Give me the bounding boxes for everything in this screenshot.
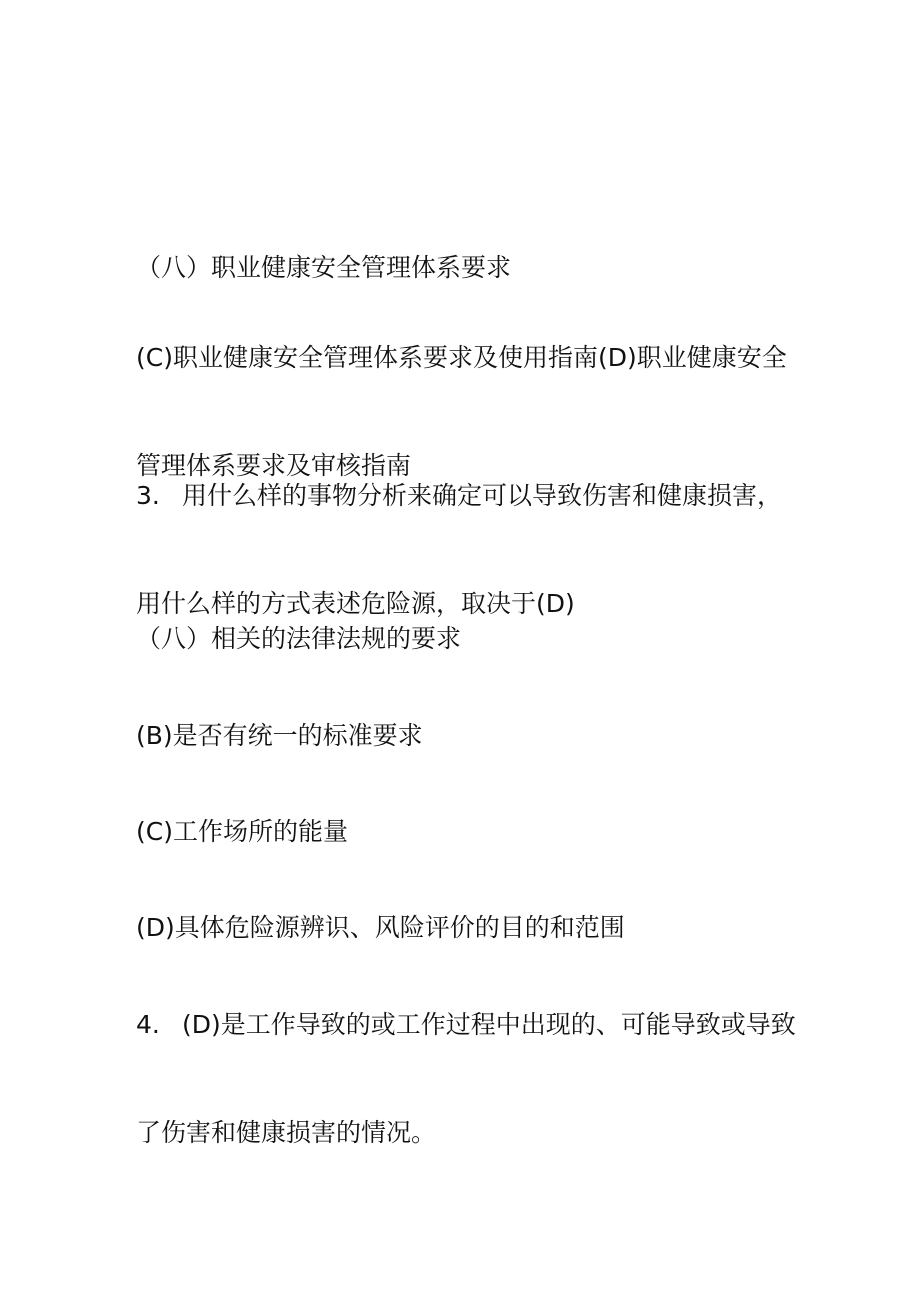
q3-option-d-line: (D)具体危险源辨识、风险评价的目的和范围 xyxy=(136,913,625,942)
options-c-d-line-2: 管理体系要求及审核指南 xyxy=(136,451,412,480)
option-a-line: （八）职业健康安全管理体系要求 xyxy=(136,253,512,282)
q3-option-b-line: (B)是否有统一的标准要求 xyxy=(136,721,423,750)
q3-option-a-line: （八）相关的法律法规的要求 xyxy=(136,624,462,653)
question-3-number: 3. xyxy=(136,481,160,510)
q3-option-c-line: (C)工作场所的能量 xyxy=(136,817,348,846)
question-4-text-1: (D)是工作导致的或工作过程中出现的、可能导致或导致 xyxy=(182,1010,796,1039)
question-4-line-1 xyxy=(136,1007,796,1043)
question-3-line-1 xyxy=(136,478,796,514)
question-4-line-2: 了伤害和健康损害的情况。 xyxy=(136,1118,437,1147)
question-4 xyxy=(136,935,796,1223)
question-3-line-2: 用什么样的方式表述危险源，取决于(D) xyxy=(136,589,575,618)
options-c-d-line-1: (C)职业健康安全管理体系要求及使用指南(D)职业健康安全 xyxy=(136,343,787,372)
question-3-text-1: 用什么样的事物分析来确定可以导致伤害和健康损害， xyxy=(182,481,783,510)
question-4-number: 4. xyxy=(136,1010,160,1039)
